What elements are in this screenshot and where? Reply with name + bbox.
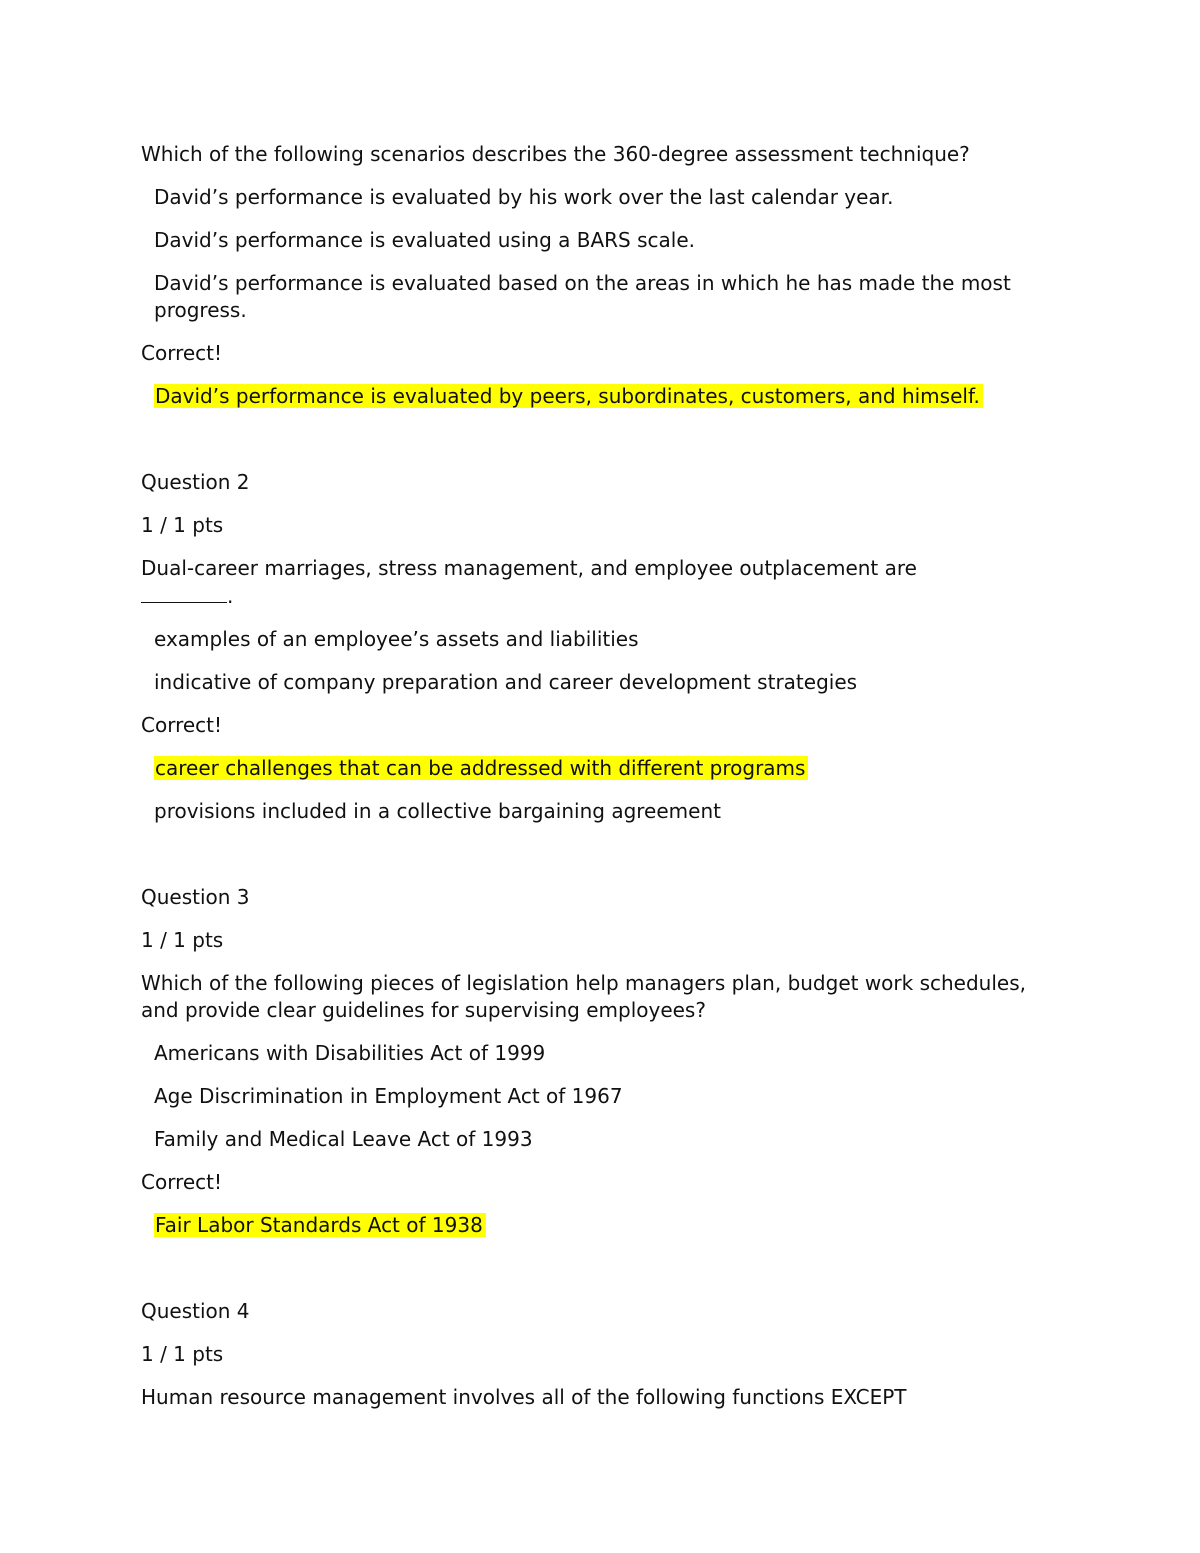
question-3-points: 1 / 1 pts xyxy=(141,928,224,952)
question-3-option-a: Americans with Disabilities Act of 1999 xyxy=(154,1041,546,1065)
question-2-correct-answer: career challenges that can be addressed with different programs xyxy=(154,756,808,780)
question-3-text: Which of the following pieces of legislation help managers plan, budget work schedules, and provide clear guidelines for supervising employees? xyxy=(141,971,1026,1022)
question-2-text-start: Dual-career marriages, stress management, and employee outplacement are xyxy=(141,556,917,580)
question-1-text: Which of the following scenarios describes the 360-degree assessment technique? xyxy=(141,142,970,166)
question-4-text: Human resource management involves all of the following functions EXCEPT xyxy=(141,1385,907,1409)
question-2-option-b: indicative of company preparation and career development strategies xyxy=(154,670,858,694)
question-separator xyxy=(141,426,1061,469)
document-page xyxy=(141,141,1061,1427)
question-separator xyxy=(141,1255,1061,1298)
question-3-correct-answer: Fair Labor Standards Act of 1938 xyxy=(154,1213,486,1237)
question-3-option-b: Age Discrimination in Employment Act of 1967 xyxy=(154,1084,623,1108)
question-4-title: Question 4 xyxy=(141,1299,250,1323)
question-3-title: Question 3 xyxy=(141,885,250,909)
question-3-option-c: Family and Medical Leave Act of 1993 xyxy=(154,1127,533,1151)
question-2-points: 1 / 1 pts xyxy=(141,513,224,537)
question-3-correct-option xyxy=(141,1212,1061,1239)
question-2-text-end: . xyxy=(227,584,234,608)
question-1-correct-label: Correct! xyxy=(141,341,223,365)
question-2-text xyxy=(141,555,1061,610)
question-1-option-c: David’s performance is evaluated based on the areas in which he has made the most progress. xyxy=(154,271,1011,322)
question-separator xyxy=(141,841,1061,884)
question-2-title: Question 2 xyxy=(141,470,250,494)
question-2-correct-label: Correct! xyxy=(141,713,223,737)
question-1-correct-option xyxy=(141,383,1061,410)
question-4-points: 1 / 1 pts xyxy=(141,1342,224,1366)
question-2 xyxy=(141,469,1061,825)
question-2-correct-option xyxy=(141,755,1061,782)
question-1 xyxy=(141,141,1061,410)
question-4 xyxy=(141,1298,1061,1411)
question-1-correct-answer: David’s performance is evaluated by peers, subordinates, customers, and himself. xyxy=(154,384,983,408)
question-2-blank xyxy=(141,582,227,603)
question-2-option-a: examples of an employee’s assets and liabilities xyxy=(154,627,639,651)
question-3 xyxy=(141,884,1061,1239)
question-2-option-d: provisions included in a collective bargaining agreement xyxy=(154,799,721,823)
question-1-option-a: David’s performance is evaluated by his work over the last calendar year. xyxy=(154,185,894,209)
question-3-correct-label: Correct! xyxy=(141,1170,223,1194)
question-1-option-b: David’s performance is evaluated using a BARS scale. xyxy=(154,228,695,252)
